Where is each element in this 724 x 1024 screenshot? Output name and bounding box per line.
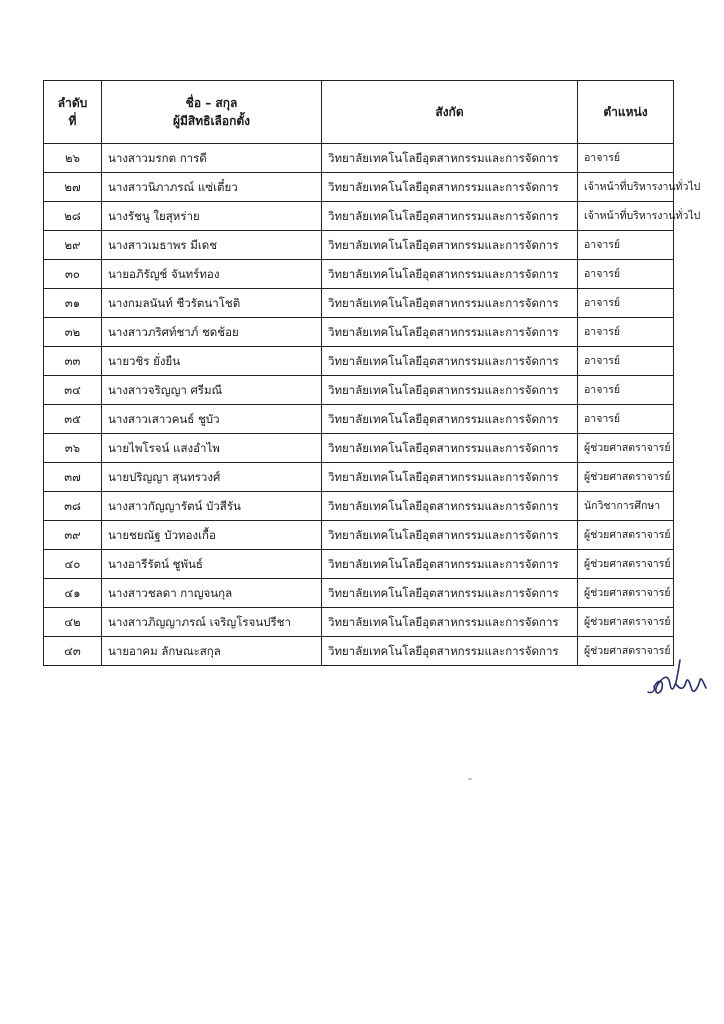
cell-name: นางสาวเสาวคนธ์ ชูบัว	[102, 405, 322, 434]
cell-no: ๔๑	[44, 579, 102, 608]
voter-list-table	[43, 80, 701, 666]
cell-no: ๔๐	[44, 550, 102, 579]
cell-affiliation: วิทยาลัยเทคโนโลยีอุตสาหกรรมและการจัดการ	[322, 492, 578, 521]
cell-position: เจ้าหน้าที่บริหารงานทั่วไป	[578, 173, 674, 202]
cell-no: ๔๓	[44, 637, 102, 666]
table-row	[44, 608, 674, 637]
header-no	[44, 81, 102, 144]
header-name-label: ชื่อ – สกุล ผู้มีสิทธิเลือกตั้ง	[172, 96, 251, 128]
table-header-row	[44, 81, 674, 144]
cell-no: ๔๒	[44, 608, 102, 637]
cell-name: นางสาวภริศท์ชาภ์ ชดช้อย	[102, 318, 322, 347]
table-row	[44, 376, 674, 405]
cell-no: ๓๐	[44, 260, 102, 289]
cell-affiliation: วิทยาลัยเทคโนโลยีอุตสาหกรรมและการจัดการ	[322, 463, 578, 492]
cell-no: ๓๑	[44, 289, 102, 318]
table-row	[44, 579, 674, 608]
cell-no: ๒๘	[44, 202, 102, 231]
cell-position: อาจารย์	[578, 318, 674, 347]
cell-no: ๓๔	[44, 376, 102, 405]
cell-position: ผู้ช่วยศาสตราจารย์	[578, 434, 674, 463]
table-row	[44, 492, 674, 521]
cell-name: นายอาคม ลักษณะสกุล	[102, 637, 322, 666]
cell-position: อาจารย์	[578, 260, 674, 289]
cell-no: ๓๗	[44, 463, 102, 492]
cell-position: ผู้ช่วยศาสตราจารย์	[578, 579, 674, 608]
table-row	[44, 202, 674, 231]
cell-position: ผู้ช่วยศาสตราจารย์	[578, 550, 674, 579]
cell-no: ๓๘	[44, 492, 102, 521]
cell-affiliation: วิทยาลัยเทคโนโลยีอุตสาหกรรมและการจัดการ	[322, 289, 578, 318]
cell-position: อาจารย์	[578, 347, 674, 376]
cell-affiliation: วิทยาลัยเทคโนโลยีอุตสาหกรรมและการจัดการ	[322, 231, 578, 260]
cell-affiliation: วิทยาลัยเทคโนโลยีอุตสาหกรรมและการจัดการ	[322, 347, 578, 376]
cell-no: ๒๗	[44, 173, 102, 202]
cell-name: นางสาวนิภาภรณ์ แซ่เตี๋ยว	[102, 173, 322, 202]
header-affiliation-label: สังกัด	[435, 105, 464, 119]
table-row	[44, 318, 674, 347]
cell-name: นายไพโรจน์ แสงอำไพ	[102, 434, 322, 463]
cell-affiliation: วิทยาลัยเทคโนโลยีอุตสาหกรรมและการจัดการ	[322, 376, 578, 405]
cell-position: อาจารย์	[578, 376, 674, 405]
cell-name: นางสาวชลดา กาญจนกุล	[102, 579, 322, 608]
header-position-label: ตำแหน่ง	[603, 105, 648, 119]
cell-position: นักวิชาการศึกษา	[578, 492, 674, 521]
cell-name: นายปริญญา สุนทรวงศ์	[102, 463, 322, 492]
header-affiliation	[322, 81, 578, 144]
cell-affiliation: วิทยาลัยเทคโนโลยีอุตสาหกรรมและการจัดการ	[322, 434, 578, 463]
cell-name: นางอารีรัตน์ ชูพันธ์	[102, 550, 322, 579]
cell-position: อาจารย์	[578, 144, 674, 173]
cell-position: เจ้าหน้าที่บริหารงานทั่วไป	[578, 202, 674, 231]
table-row	[44, 144, 674, 173]
cell-affiliation: วิทยาลัยเทคโนโลยีอุตสาหกรรมและการจัดการ	[322, 260, 578, 289]
cell-position: อาจารย์	[578, 289, 674, 318]
table-row	[44, 347, 674, 376]
cell-position: อาจารย์	[578, 405, 674, 434]
cell-position: ผู้ช่วยศาสตราจารย์	[578, 637, 674, 666]
table-row	[44, 289, 674, 318]
cell-affiliation: วิทยาลัยเทคโนโลยีอุตสาหกรรมและการจัดการ	[322, 173, 578, 202]
cell-name: นางสาวมรกต การดี	[102, 144, 322, 173]
cell-name: นายชยณัฐ บัวทองเกื้อ	[102, 521, 322, 550]
cell-no: ๒๖	[44, 144, 102, 173]
cell-name: นางสาวภิญญาภรณ์ เจริญโรจนปรีชา	[102, 608, 322, 637]
table-row	[44, 434, 674, 463]
cell-position: ผู้ช่วยศาสตราจารย์	[578, 608, 674, 637]
table-row	[44, 463, 674, 492]
table-row	[44, 231, 674, 260]
cell-affiliation: วิทยาลัยเทคโนโลยีอุตสาหกรรมและการจัดการ	[322, 318, 578, 347]
cell-affiliation: วิทยาลัยเทคโนโลยีอุตสาหกรรมและการจัดการ	[322, 521, 578, 550]
cell-affiliation: วิทยาลัยเทคโนโลยีอุตสาหกรรมและการจัดการ	[322, 579, 578, 608]
cell-name: นายอภิรัญช์ จันทร์ทอง	[102, 260, 322, 289]
table-body	[44, 144, 701, 666]
cell-no: ๓๖	[44, 434, 102, 463]
cell-no: ๒๙	[44, 231, 102, 260]
table-row	[44, 260, 674, 289]
cell-no: ๓๓	[44, 347, 102, 376]
cell-position: ผู้ช่วยศาสตราจารย์	[578, 463, 674, 492]
cell-position: ผู้ช่วยศาสตราจารย์	[578, 521, 674, 550]
table-row	[44, 173, 674, 202]
cell-name: นายวชิร ยั่งยืน	[102, 347, 322, 376]
cell-position: อาจารย์	[578, 231, 674, 260]
cell-affiliation: วิทยาลัยเทคโนโลยีอุตสาหกรรมและการจัดการ	[322, 144, 578, 173]
cell-affiliation: วิทยาลัยเทคโนโลยีอุตสาหกรรมและการจัดการ	[322, 202, 578, 231]
table-row	[44, 637, 674, 666]
cell-affiliation: วิทยาลัยเทคโนโลยีอุตสาหกรรมและการจัดการ	[322, 405, 578, 434]
cell-name: นางสาวกัญญารัตน์ บัวสีรัน	[102, 492, 322, 521]
cell-name: นางกมลนันท์ ชีวรัตนาโชติ	[102, 289, 322, 318]
cell-affiliation: วิทยาลัยเทคโนโลยีอุตสาหกรรมและการจัดการ	[322, 637, 578, 666]
header-position	[578, 81, 674, 144]
header-name	[102, 81, 322, 144]
cell-affiliation: วิทยาลัยเทคโนโลยีอุตสาหกรรมและการจัดการ	[322, 550, 578, 579]
cell-no: ๓๒	[44, 318, 102, 347]
cell-affiliation: วิทยาลัยเทคโนโลยีอุตสาหกรรมและการจัดการ	[322, 608, 578, 637]
cell-name: นางรัชนู ใยสุหร่าย	[102, 202, 322, 231]
scan-speck	[468, 778, 472, 780]
table-row	[44, 405, 674, 434]
cell-name: นางสาวจริญญา ศรีมณี	[102, 376, 322, 405]
cell-no: ๓๙	[44, 521, 102, 550]
cell-name: นางสาวเมธาพร มีเดช	[102, 231, 322, 260]
cell-no: ๓๕	[44, 405, 102, 434]
table-row	[44, 521, 674, 550]
header-no-label: ลำดับ ที่	[57, 96, 88, 128]
signature-icon	[646, 654, 710, 704]
table-row	[44, 550, 674, 579]
